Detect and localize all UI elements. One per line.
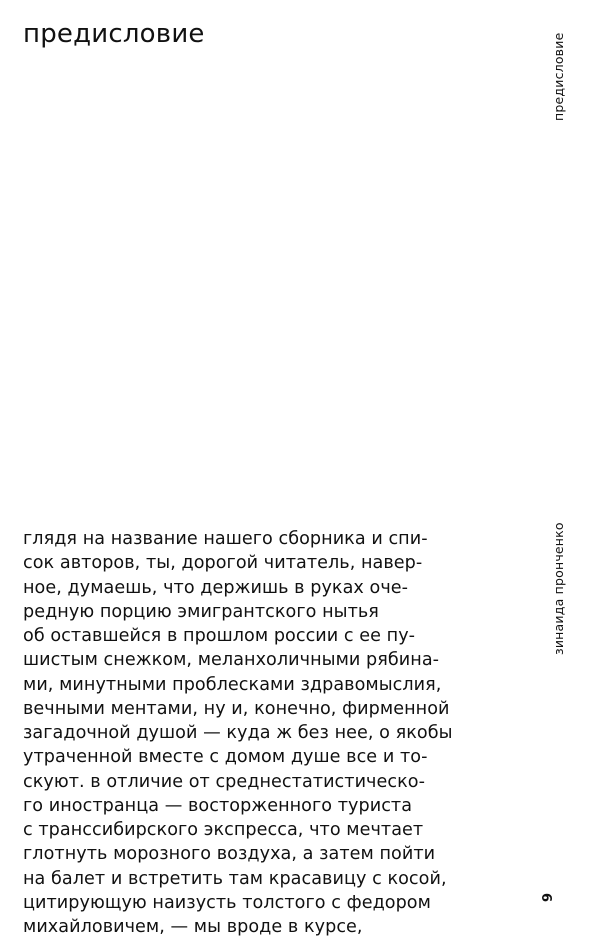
running-head: предисловие	[551, 32, 566, 121]
body-text	[23, 527, 543, 939]
text-line: об оставшейся в прошлом россии с ее пу-	[23, 626, 416, 646]
text-line: сок авторов, ты, дорогой читатель, навер-	[23, 553, 423, 574]
text-line: шистым снежком, меланхоличными рябина-	[23, 650, 440, 671]
text-line: глядя на название нашего сборника и спи-	[23, 529, 428, 549]
author-name: зинаида пронченко	[551, 522, 566, 655]
page-number: 6	[538, 893, 553, 903]
page-title: предисловие	[23, 19, 205, 49]
text-line: ми, минутными проблесками здравомыслия,	[23, 674, 442, 695]
text-line: загадочной душой — куда ж без нее, о якобы	[23, 723, 453, 743]
text-line: вечными ментами, ну и, конечно, фирменной	[23, 698, 450, 719]
text-line: редную порцию эмигрантского нытья	[23, 601, 379, 622]
text-line: ное, думаешь, что держишь в руках оче-	[23, 577, 409, 598]
text-line: го иностранца — восторженного туриста	[23, 795, 413, 816]
text-line: цитирующую наизусть толстого с федором	[23, 892, 431, 913]
text-line: глотнуть морозного воздуха, а затем пойти	[23, 844, 436, 865]
text-line: скуют. в отличие от среднестатистическо-	[23, 771, 425, 792]
text-line: с транссибирского экспресса, что мечтает	[23, 820, 424, 840]
text-line: михайловичем, — мы вроде в курсе,	[23, 917, 363, 937]
text-line: утраченной вместе с домом душе все и то-	[23, 747, 428, 768]
text-line: на балет и встретить там красавицу с косой,	[23, 868, 447, 889]
